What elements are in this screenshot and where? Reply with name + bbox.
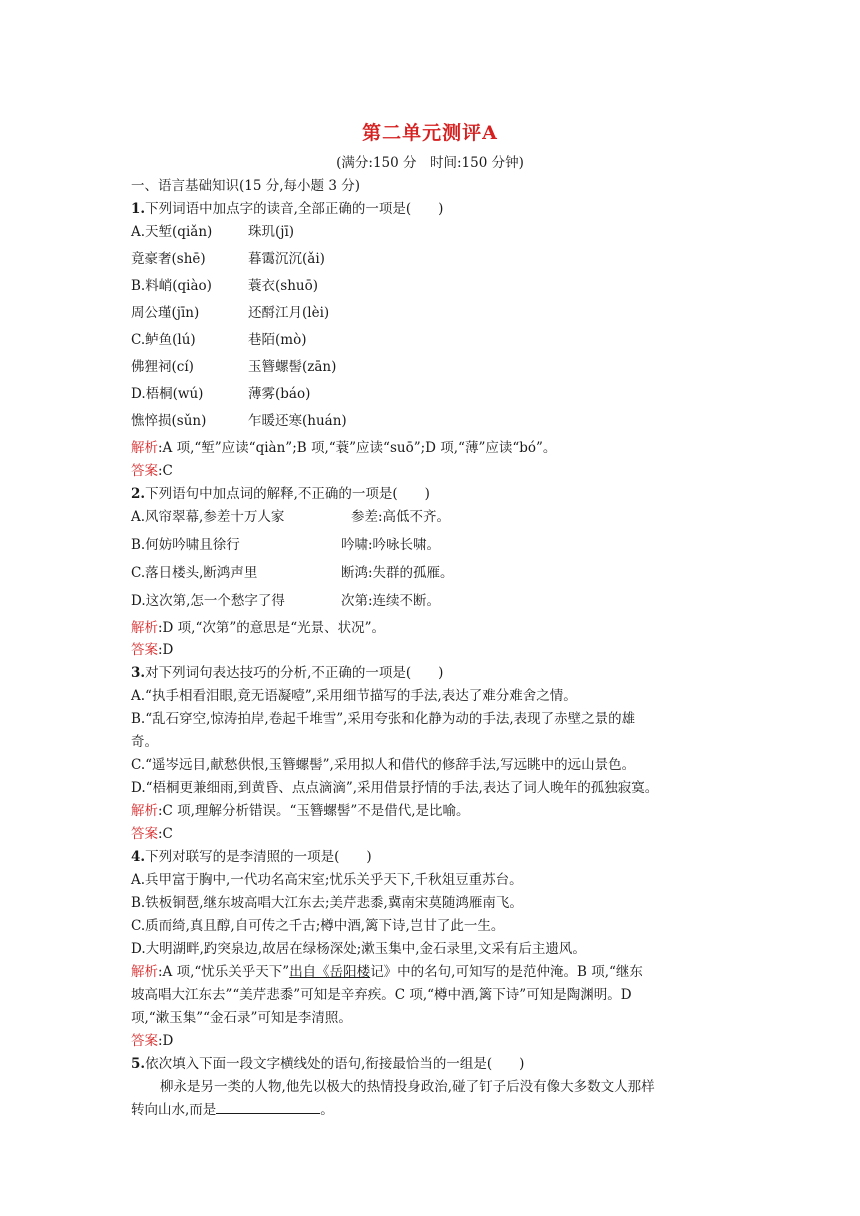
q1-option-a-4: 暮霭沉沉(ǎi) <box>248 251 325 267</box>
q2-answer: 答案:D <box>131 642 174 658</box>
q3-analysis: 解析:C 项,理解分析错误。“玉簪螺髻”不是借代,是比喻。 <box>131 803 470 819</box>
q1-option-b-3: 周公瑾(jīn) <box>131 305 200 321</box>
q2-option-d: D.这次第,怎一个愁字了得 <box>131 593 285 609</box>
q1-option-c-4: 玉簪螺髻(zān) <box>248 359 337 375</box>
q4-analysis-line-3: 项,“漱玉集”“金石录”可知是李清照。 <box>131 1010 352 1026</box>
q4-analysis-line-2: 坡高唱大江东去”“美芹悲黍”可知是辛弃疾。C 项,“樽中酒,篱下诗”可知是陶渊明。D <box>131 987 632 1003</box>
q2-option-b-gloss: 吟啸:吟咏长啸。 <box>341 537 441 553</box>
q1-option-c: C.鲈鱼(lú) <box>131 332 196 348</box>
q2-option-a-gloss: 参差:高低不齐。 <box>351 509 451 525</box>
question-5-stem: 5.依次填入下面一段文字横线处的语句,衔接最恰当的一组是( ) <box>131 1056 525 1072</box>
question-4-stem: 4.下列对联写的是李清照的一项是( ) <box>131 849 372 865</box>
q1-option-b-2: 蓑衣(shuō) <box>248 278 318 294</box>
q3-option-a: A.“执手相看泪眼,竟无语凝噎”,采用细节描写的手法,表达了难分难舍之情。 <box>131 688 577 704</box>
q5-passage-line-2: 转向山水,而是 。 <box>131 1102 334 1118</box>
q1-option-d: D.梧桐(wú) <box>131 386 204 402</box>
q2-option-b: B.何妨吟啸且徐行 <box>131 537 240 553</box>
section-heading: 一、语言基础知识(15 分,每小题 3 分) <box>131 178 360 194</box>
q1-option-d-3: 憔悴损(sǔn) <box>131 413 207 429</box>
q1-answer: 答案:C <box>131 463 173 479</box>
q3-option-d: D.“梧桐更兼细雨,到黄昏、点点滴滴”,采用借景抒情的手法,表达了词人晚年的孤独寂寞。 <box>131 780 659 796</box>
q2-option-a: A.风帘翠幕,参差十万人家 <box>131 509 285 525</box>
q3-option-b-cont: 奇。 <box>131 734 158 750</box>
q4-option-c: C.质而绮,真且醇,自可传之千古;樽中酒,篱下诗,岂甘了此一生。 <box>131 918 505 934</box>
fill-in-blank[interactable] <box>216 1101 320 1114</box>
question-3-stem: 3.对下列词句表达技巧的分析,不正确的一项是( ) <box>131 665 444 681</box>
question-2-stem: 2.下列语句中加点词的解释,不正确的一项是( ) <box>131 486 430 502</box>
page-title: 第二单元测评A <box>362 122 498 144</box>
q3-answer: 答案:C <box>131 826 173 842</box>
q3-option-c: C.“遥岑远目,献愁供恨,玉簪螺髻”,采用拟人和借代的修辞手法,写远眺中的远山景色。 <box>131 757 636 773</box>
q2-option-c-gloss: 断鸿:失群的孤雁。 <box>341 565 454 581</box>
q1-option-d-2: 薄雾(báo) <box>248 386 311 402</box>
q1-option-b-4: 还酹江月(lèi) <box>248 305 330 321</box>
q2-analysis: 解析:D 项,“次第”的意思是“光景、状况”。 <box>131 620 386 636</box>
q2-option-d-gloss: 次第:连续不断。 <box>341 593 441 609</box>
q4-answer: 答案:D <box>131 1033 174 1049</box>
q4-analysis: 解析:A 项,“忧乐关乎天下”出自《岳阳楼记》中的名句,可知写的是范仲淹。B 项,“继东 <box>131 964 643 980</box>
q1-option-a: A.天堑(qiǎn) <box>131 224 213 240</box>
q3-option-b: B.“乱石穿空,惊涛拍岸,卷起千堆雪”,采用夸张和化静为动的手法,表现了赤壁之景的雄 <box>131 711 636 727</box>
q1-option-c-2: 巷陌(mò) <box>248 332 307 348</box>
q4-option-b: B.铁板铜琶,继东坡高唱大江东去;美芹悲黍,冀南宋莫随鸿雁南飞。 <box>131 895 523 911</box>
q2-option-c: C.落日楼头,断鸿声里 <box>131 565 258 581</box>
q5-passage: 柳永是另一类的人物,他先以极大的热情投身政治,碰了钉子后没有像大多数文人那样 <box>160 1079 655 1095</box>
question-1-stem: 1.下列词语中加点字的读音,全部正确的一项是( ) <box>131 201 444 217</box>
q1-option-a-3: 竟豪奢(shē) <box>131 251 206 267</box>
q4-option-a: A.兵甲富于胸中,一代功名高宋室;忧乐关乎天下,千秋俎豆重苏台。 <box>131 872 523 888</box>
q1-analysis: 解析:A 项,“堑”应读“qiàn”;B 项,“蓑”应读“suō”;D 项,“薄”应读“bó”。 <box>131 440 557 456</box>
q1-option-c-3: 佛狸祠(cí) <box>131 359 194 375</box>
q4-option-d: D.大明湖畔,趵突泉边,故居在绿杨深处;漱玉集中,金石录里,文采有后主遗风。 <box>131 941 586 957</box>
q1-option-b: B.料峭(qiào) <box>131 278 212 294</box>
q1-option-d-4: 乍暖还寒(huán) <box>248 413 347 429</box>
q1-option-a-2: 珠玑(jī) <box>248 224 295 240</box>
exam-meta: (满分:150 分 时间:150 分钟) <box>336 155 524 171</box>
